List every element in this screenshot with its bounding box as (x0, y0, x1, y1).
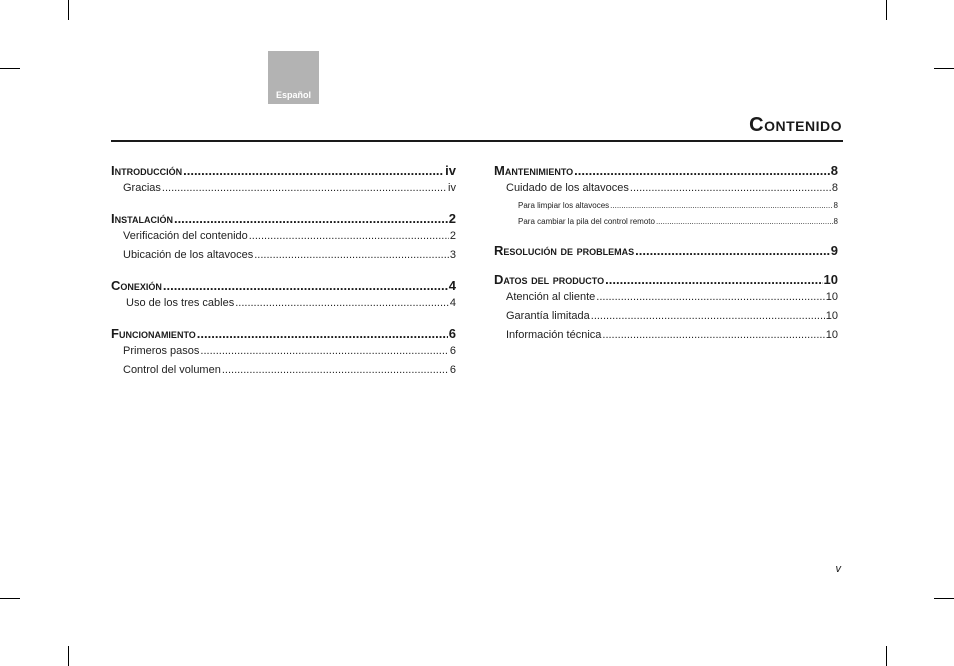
toc-heading[interactable]: Funcionamiento ..... 6 (111, 326, 456, 345)
toc-entry[interactable]: Garantía limitada ..... 10 (494, 310, 838, 329)
toc-section-introduccion (111, 163, 456, 201)
toc-section-datos (494, 272, 838, 348)
toc-right-column (494, 163, 838, 358)
crop-mark (0, 598, 20, 599)
crop-mark (68, 0, 69, 20)
crop-mark (886, 646, 887, 666)
toc-entry[interactable]: Control del volumen ..... 6 (111, 364, 456, 383)
toc-section-mantenimiento (494, 163, 838, 233)
language-tab (268, 51, 319, 104)
toc-subentry[interactable]: Para limpiar los altavoces ..... 8 (494, 201, 838, 217)
toc-section-funcionamiento (111, 326, 456, 383)
language-tab-label: Español (275, 90, 311, 100)
toc-heading[interactable]: Conexión ..... 4 (111, 278, 456, 297)
toc-section-conexion (111, 278, 456, 316)
toc-entry[interactable]: Información técnica ..... 10 (494, 329, 838, 348)
crop-mark (68, 646, 69, 666)
crop-mark (0, 68, 20, 69)
title-rule (111, 140, 843, 142)
toc-subentry[interactable]: Para cambiar la pila del control remoto ..... 8 (494, 217, 838, 233)
toc-entry[interactable]: Gracias ..... iv (111, 182, 456, 201)
toc-left-column (111, 163, 456, 393)
crop-mark (934, 598, 954, 599)
toc-heading[interactable]: Resolución de problemas ..... 9 (494, 243, 838, 262)
crop-mark (886, 0, 887, 20)
page-title: Contenido (749, 114, 842, 136)
toc-entry[interactable]: Atención al cliente ..... 10 (494, 291, 838, 310)
toc-heading[interactable]: Introducción ..... iv (111, 163, 456, 182)
toc-section-resolucion (494, 243, 838, 262)
toc-entry[interactable]: Ubicación de los altavoces ..... 3 (111, 249, 456, 268)
toc-section-instalacion (111, 211, 456, 268)
toc-heading[interactable]: Instalación ..... 2 (111, 211, 456, 230)
toc-heading[interactable]: Datos del producto ..... 10 (494, 272, 838, 291)
toc-entry[interactable]: Uso de los tres cables ..... 4 (111, 297, 456, 316)
toc-heading[interactable]: Mantenimiento ..... 8 (494, 163, 838, 182)
toc-entry[interactable]: Cuidado de los altavoces ..... 8 (494, 182, 838, 201)
toc-entry[interactable]: Primeros pasos ..... 6 (111, 345, 456, 364)
crop-mark (934, 68, 954, 69)
page-number: v (835, 563, 841, 575)
toc-entry[interactable]: Verificación del contenido ..... 2 (111, 230, 456, 249)
